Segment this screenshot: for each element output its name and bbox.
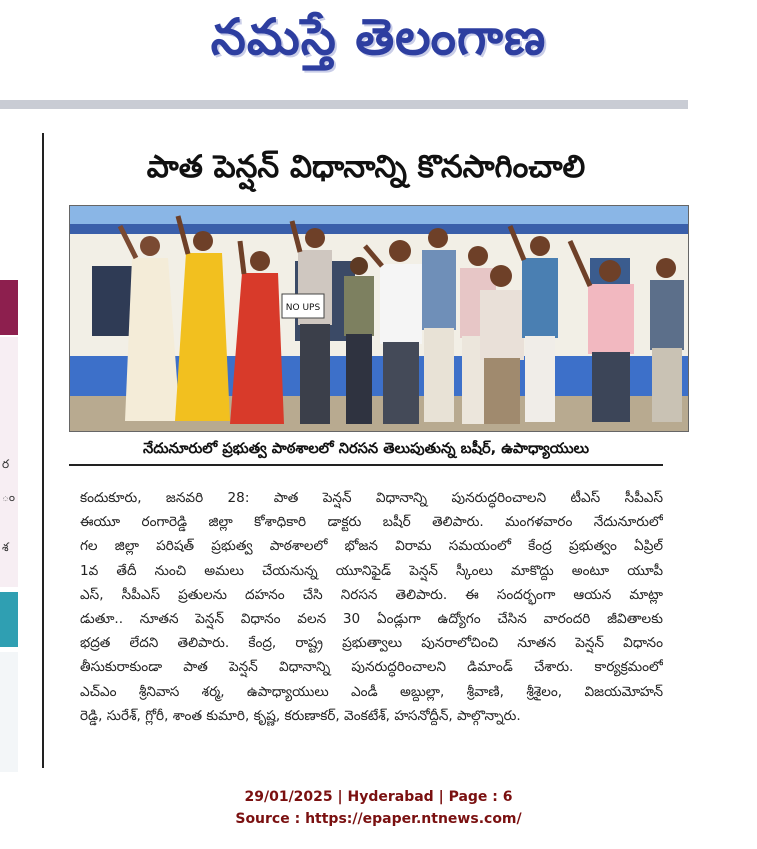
body-line: భద్రత లేదని తెలిపారు. కేంద్ర, రాష్ట్ర ప్రభుత్వాలు పునరాలోచించి నూతన పెన్షన్ విధానం: [80, 635, 663, 652]
body-line: డుతూ.. నూతన పెన్షన్ విధానం వలన 30 ఏండ్లుగా ఉద్యోగం చేసిన వారందరి జీవితాలకు: [80, 610, 663, 627]
article-photo: [69, 205, 689, 432]
body-line: రెడ్డి, సురేశ్, గ్లోరీ, శాంత కుమారి, కృష్ణ, కరుణాకర్, వెంకటేశ్, హసనోద్దీన్, పాల్గొన్నారు.: [80, 707, 521, 724]
article-body: [80, 486, 663, 728]
masthead-rule: [0, 100, 688, 109]
strip-block-teal: [0, 592, 18, 647]
adjacent-column-strip: [0, 112, 18, 772]
strip-glyph: శ: [2, 540, 9, 554]
footer-dateline: 29/01/2025 | Hyderabad | Page : 6: [244, 789, 513, 805]
photo-caption: నేదునూరులో ప్రభుత్వ పాఠశాలలో నిరసన తెలుపుతున్న బషీర్, ఉపాధ్యాయులు: [69, 436, 663, 466]
masthead-title: నమస్తే తెలంగాణ: [210, 8, 547, 66]
body-line: తీసుకురాకుండా పాత పెన్షన్ విధానాన్ని పునరుద్ధరించాలని డిమాండ్ చేశారు. కార్యక్రమంలో: [80, 659, 663, 676]
footer: [0, 786, 757, 830]
body-line: ఎచ్ఎం శ్రీనివాస శర్మ, ఉపాధ్యాయులు ఎండీ అబ్దుల్లా, శ్రీవాణి, శ్రీశైలం, విజయమోహన్: [80, 683, 663, 700]
masthead: [0, 0, 757, 100]
column-divider: [42, 133, 44, 768]
strip-glyph: ర: [2, 457, 10, 471]
strip-block-grey: [0, 652, 18, 772]
article-headline: పాత పెన్షన్ విధానాన్ని కొనసాగించాలి: [146, 149, 586, 185]
strip-glyph: ం: [2, 490, 16, 504]
body-line: ఈయూ రంగారెడ్డి జిల్లా కోశాధికారి డాక్టరు బషీర్ తెలిపారు. మంగళవారం నేదునూరులో: [80, 514, 663, 531]
protest-photo-illustration: [70, 206, 688, 431]
footer-source-link[interactable]: Source : https://epaper.ntnews.com/: [235, 811, 522, 827]
body-line: కందుకూరు, జనవరి 28: పాత పెన్షన్ విధానాన్ని పునరుద్ధరించాలని టీఎస్ సీపీఎస్: [80, 490, 663, 506]
body-line: 1వ తేదీ నుంచి అమలు చేయనున్న యూనిఫైడ్ పెన్షన్ స్కీంలు మాకొద్దు అంటూ యూపీ: [80, 562, 663, 579]
body-line: ఎస్, సీపీఎస్ ప్రతులను దహనం చేసి నిరసన తెలిపారు. ఈ సందర్భంగా ఆయన మాట్లా: [80, 586, 663, 603]
strip-block-maroon: [0, 280, 18, 335]
body-line: గల జిల్లా పరిషత్ ప్రభుత్వ పాఠశాలలో భోజన విరామ సమయంలో కేంద్ర ప్రభుత్వం ఏప్రిల్: [80, 538, 663, 555]
placard-text: NO UPS: [285, 303, 321, 313]
